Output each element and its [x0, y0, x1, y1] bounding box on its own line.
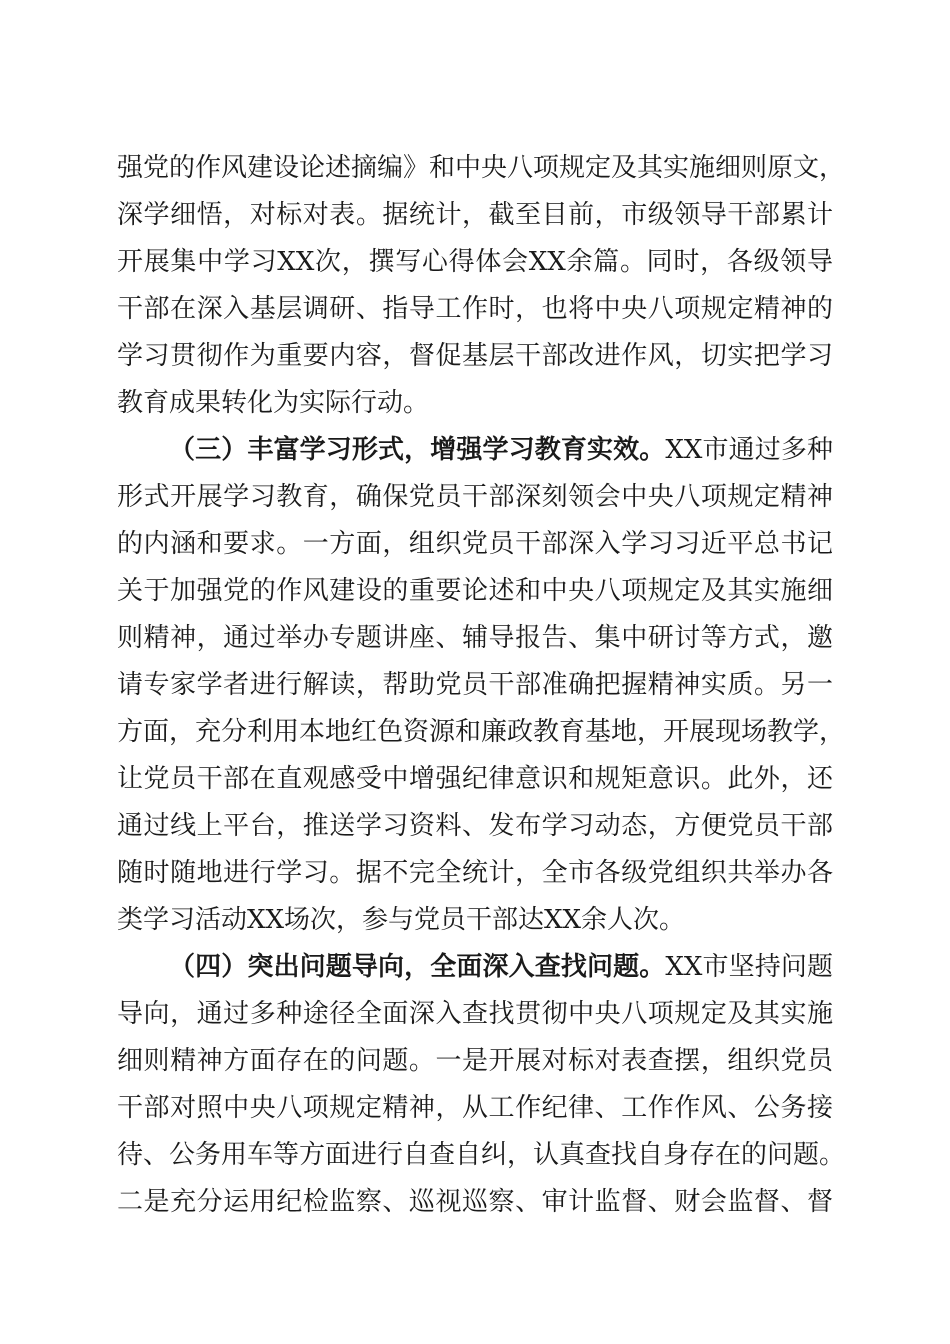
- text-line: 让党员干部在直观感受中增强纪律意识和规矩意识。此外，还: [117, 764, 833, 794]
- text-line: [169, 945, 833, 989]
- text-line: 通过线上平台，推送学习资料、发布学习动态，方便党员干部: [117, 811, 833, 841]
- text-line: 请专家学者进行解读，帮助党员干部准确把握精神实质。另一: [117, 670, 833, 700]
- text-line: 教育成果转化为实际行动。: [117, 388, 430, 418]
- section-heading: （三）丰富学习形式，增强学习教育实效。: [169, 435, 666, 465]
- text-line: [169, 428, 833, 472]
- section-heading: （四）突出问题导向，全面深入查找问题。: [169, 952, 666, 982]
- text-line: 深学细悟，对标对表。据统计，截至目前，市级领导干部累计: [117, 200, 833, 230]
- text-line: 类学习活动XX场次，参与党员干部达XX余人次。: [117, 905, 686, 935]
- text-line: 干部对照中央八项规定精神，从工作纪律、工作作风、公务接: [117, 1093, 833, 1123]
- text-line: 的内涵和要求。一方面，组织党员干部深入学习习近平总书记: [117, 529, 833, 559]
- text-line: 二是充分运用纪检监察、巡视巡察、审计监督、财会监督、督: [117, 1187, 833, 1217]
- text-line: 随时随地进行学习。据不完全统计，全市各级党组织共举办各: [117, 858, 833, 888]
- text-line: 干部在深入基层调研、指导工作时，也将中央八项规定精神的: [117, 294, 833, 324]
- text-line: 关于加强党的作风建设的重要论述和中央八项规定及其实施细: [117, 576, 833, 606]
- text-run: XX市坚持问题: [665, 952, 833, 982]
- text-line: 方面，充分利用本地红色资源和廉政教育基地，开展现场教学，: [117, 717, 846, 747]
- text-line: 形式开展学习教育，确保党员干部深刻领会中央八项规定精神: [117, 482, 833, 512]
- text-line: 强党的作风建设论述摘编》和中央八项规定及其实施细则原文，: [117, 153, 846, 183]
- text-line: 开展集中学习XX次，撰写心得体会XX余篇。同时，各级领导: [117, 247, 833, 277]
- text-line: 导向，通过多种途径全面深入查找贯彻中央八项规定及其实施: [117, 999, 833, 1029]
- text-line: 则精神，通过举办专题讲座、辅导报告、集中研讨等方式，邀: [117, 623, 833, 653]
- text-run: XX市通过多种: [665, 435, 833, 465]
- text-line: 细则精神方面存在的问题。一是开展对标对表查摆，组织党员: [117, 1046, 833, 1076]
- text-line: 学习贯彻作为重要内容，督促基层干部改进作风，切实把学习: [117, 341, 833, 371]
- text-line: 待、公务用车等方面进行自查自纠，认真查找自身存在的问题。: [117, 1140, 846, 1170]
